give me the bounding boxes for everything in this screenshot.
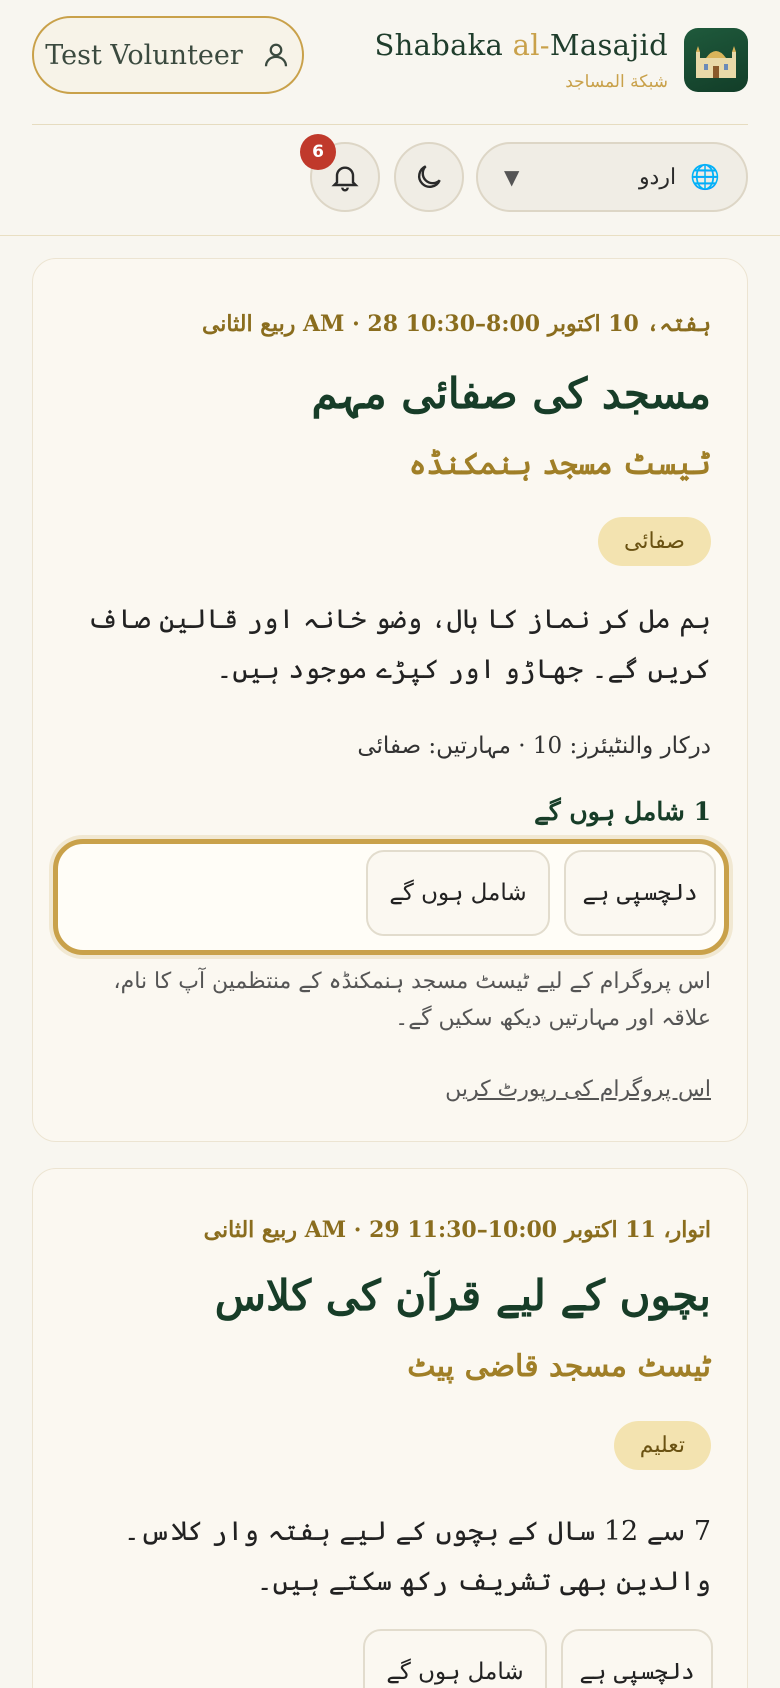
event-date: ہفتہ، 10 اکتوبر 8:00–10:30 AM · 28 ربیع الثانی [201, 311, 711, 337]
language-value: اردو [638, 164, 677, 190]
header-divider [32, 124, 748, 125]
event-mosque[interactable]: ٹیسٹ مسجد قاضی پیٹ [407, 1349, 711, 1384]
interested-button[interactable]: دلچسپی ہے [561, 1629, 713, 1688]
event-title: مسجد کی صفائی مہم [311, 369, 711, 418]
going-button[interactable]: شامل ہوں گے [363, 1629, 547, 1688]
event-title: بچوں کے لیے قرآن کی کلاس [214, 1271, 711, 1320]
event-mosque[interactable]: ٹیسٹ مسجد ہنمکنڈہ [408, 447, 711, 482]
mosque-logo-icon [684, 28, 748, 92]
privacy-note: اس پروگرام کے لیے ٹیسٹ مسجد ہنمکنڈہ کے منتظمین آپ کا نام، علاقہ اور مہارتیں دیکھ سکیں گے۔ [113, 969, 711, 1032]
profile-button[interactable] [32, 16, 304, 94]
language-select[interactable] [476, 142, 748, 212]
event-description: 7 سے 12 سال کے بچوں کے لیے ہفتہ وار کلاس۔ والدین بھی تشریف رکھ سکتے ہیں۔ [123, 1516, 711, 1597]
profile-label: Test Volunteer [45, 39, 243, 71]
category-tag: صفائی [598, 517, 711, 566]
rsvp-actions [53, 839, 729, 955]
dropdown-arrow-icon: ▼ [504, 165, 520, 189]
event-meta: درکار والنٹیئرز: 10 · مہارتیں: صفائی [357, 733, 711, 759]
event-card [32, 1168, 748, 1688]
report-link[interactable]: اس پروگرام کی رپورٹ کریں [445, 1077, 711, 1102]
interested-button[interactable]: دلچسپی ہے [564, 850, 716, 936]
joining-count: 1 شامل ہوں گے [534, 797, 711, 826]
user-icon [261, 40, 291, 70]
category-tag: تعلیم [614, 1421, 711, 1470]
rsvp-actions [363, 1629, 713, 1688]
going-button[interactable]: شامل ہوں گے [366, 850, 550, 936]
event-description: ہم مل کر نماز کا ہال، وضو خانہ اور قالین صاف کریں گے۔ جھاڑو اور کپڑے موجود ہیں۔ [87, 604, 711, 685]
brand-arabic-name: شبكة المساجد [565, 72, 668, 92]
brand-name: Shabaka al-Masajid [374, 28, 668, 62]
event-card [32, 258, 748, 1142]
app-header [0, 0, 780, 236]
brand[interactable] [374, 28, 748, 92]
theme-toggle-button[interactable] [394, 142, 464, 212]
event-date: اتوار، 11 اکتوبر 10:00–11:30 AM · 29 ربیع الثانی [203, 1217, 711, 1243]
notification-badge: 6 [300, 134, 336, 170]
moon-icon [413, 161, 445, 193]
globe-icon: 🌐 [690, 163, 720, 191]
bell-icon [329, 161, 361, 193]
